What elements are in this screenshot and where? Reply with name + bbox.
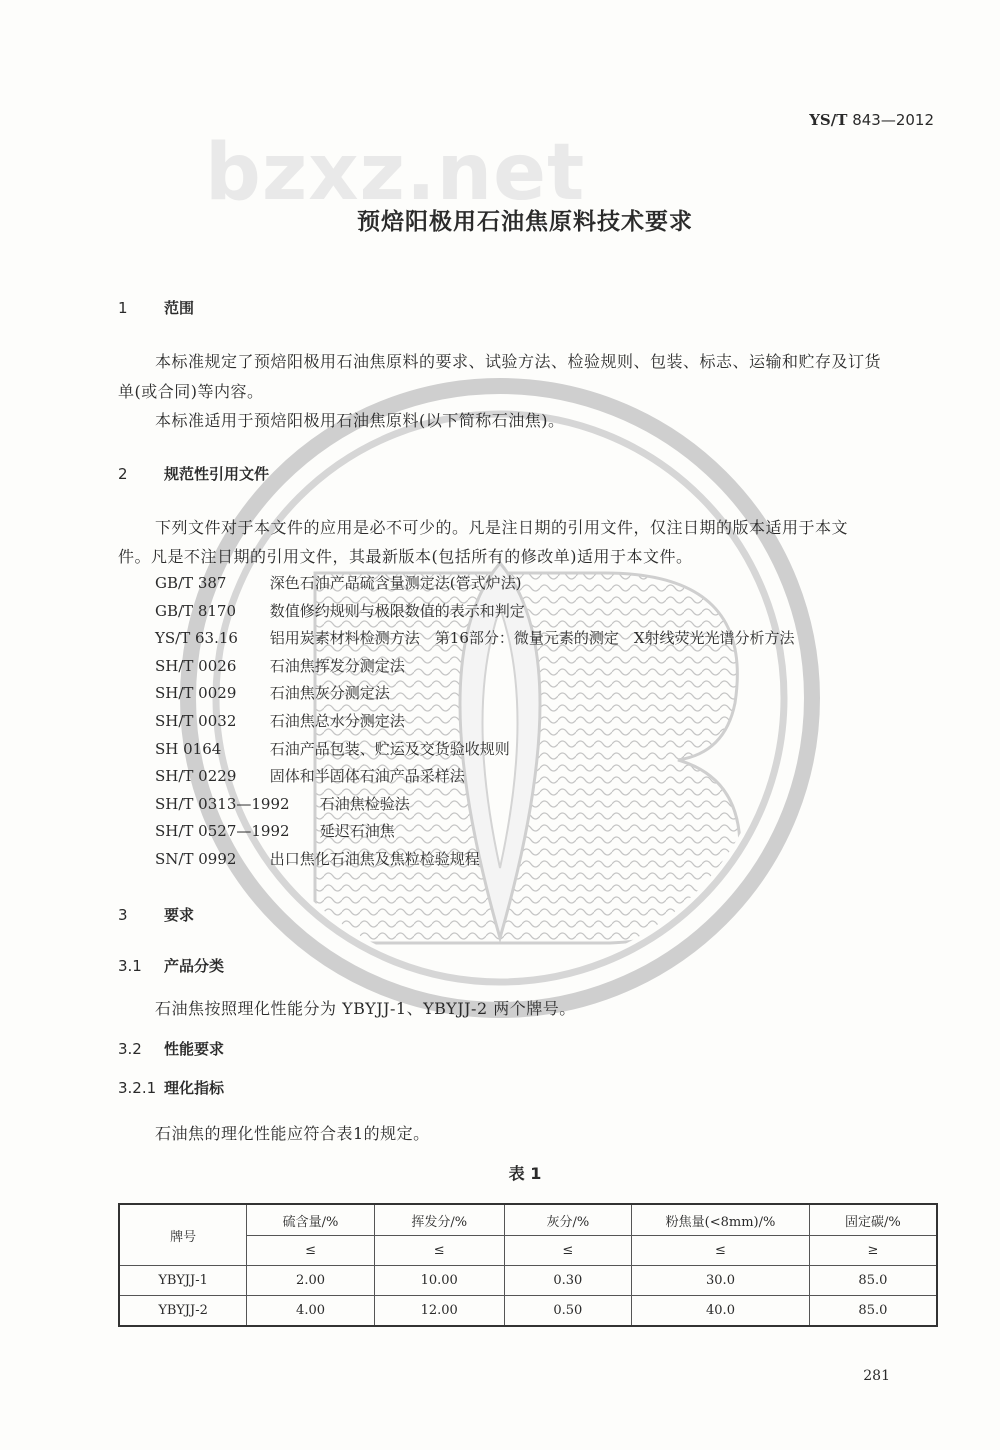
table-header-cell: 硫含量/%: [247, 1204, 375, 1236]
section-3-heading: 3 要求: [118, 906, 195, 924]
table-cell: 0.30: [504, 1266, 632, 1296]
table-header-cell: 灰分/%: [504, 1204, 632, 1236]
table-header-brand: 牌号: [119, 1204, 247, 1266]
section-3-2-1-heading: 3.2.1 理化指标: [118, 1079, 225, 1097]
table-row: [119, 1266, 937, 1296]
table-cell: 12.00: [374, 1296, 504, 1327]
page-number: 281: [863, 1368, 890, 1384]
section-2-paragraph-line-1: 下列文件对于本文件的应用是必不可少的。凡是注日期的引用文件，仅注日期的版本适用于本文: [155, 518, 849, 537]
section-3-1-heading: 3.1 产品分类: [118, 957, 225, 975]
reference-item: SH/T 0313—1992 石油焦检验法: [155, 795, 410, 813]
reference-item: GB/T 8170 数值修约规则与极限数值的表示和判定: [155, 602, 525, 620]
table-cell: 0.50: [504, 1296, 632, 1327]
section-1-paragraph-2: 本标准适用于预焙阳极用石油焦原料(以下简称石油焦)。: [155, 411, 565, 430]
table-cell-brand: YBYJJ-2: [119, 1296, 247, 1327]
table-cell: 2.00: [247, 1266, 375, 1296]
section-2-heading: 2 规范性引用文件: [118, 465, 270, 483]
reference-item: SH/T 0032 石油焦总水分测定法: [155, 712, 405, 730]
table-limit-cell: ≤: [247, 1236, 375, 1266]
reference-item: SH/T 0527—1992 延迟石油焦: [155, 822, 395, 840]
watermark-text: bzxz.net: [205, 128, 586, 218]
table-caption: 表 1: [508, 1164, 542, 1183]
table-limit-cell: ≤: [374, 1236, 504, 1266]
reference-item: GB/T 387 深色石油产品硫含量测定法(管式炉法): [155, 574, 522, 592]
table-cell: 4.00: [247, 1296, 375, 1327]
section-1-paragraph-1-line-1: 本标准规定了预焙阳极用石油焦原料的要求、试验方法、检验规则、包装、标志、运输和贮存及订货: [155, 352, 882, 371]
section-1-paragraph-1-line-2: 单(或合同)等内容。: [118, 382, 264, 401]
table-header-cell: 挥发分/%: [374, 1204, 504, 1236]
reference-item: SH/T 0229 固体和半固体石油产品采样法: [155, 767, 465, 785]
section-1-heading: 1 范围: [118, 299, 195, 317]
table-header-cell: 固定碳/%: [809, 1204, 937, 1236]
reference-item: SN/T 0992 出口焦化石油焦及焦粒检验规程: [155, 850, 480, 868]
reference-item: SH/T 0029 石油焦灰分测定法: [155, 684, 390, 702]
table-row: [119, 1296, 937, 1327]
standard-number: YS/T 843—2012: [809, 111, 934, 129]
reference-item: SH 0164 石油产品包装、贮运及交货验收规则: [155, 740, 510, 758]
section-3-2-1-paragraph: 石油焦的理化性能应符合表1的规定。: [155, 1124, 430, 1143]
table-cell-brand: YBYJJ-1: [119, 1266, 247, 1296]
reference-item: YS/T 63.16 铝用炭素材料检测方法 第16部分：微量元素的测定 X射线荧光光谱分析方法: [155, 629, 795, 647]
table-cell: 85.0: [809, 1296, 937, 1327]
table-limit-cell: ≤: [504, 1236, 632, 1266]
section-3-2-heading: 3.2 性能要求: [118, 1040, 225, 1058]
properties-table: [118, 1203, 938, 1327]
table-limit-cell: ≥: [809, 1236, 937, 1266]
table-cell: 40.0: [632, 1296, 810, 1327]
section-2-paragraph-line-2: 件。凡是不注日期的引用文件，其最新版本(包括所有的修改单)适用于本文件。: [118, 547, 693, 566]
reference-item: SH/T 0026 石油焦挥发分测定法: [155, 657, 405, 675]
table-header-row: [119, 1204, 937, 1236]
table-cell: 85.0: [809, 1266, 937, 1296]
table-cell: 10.00: [374, 1266, 504, 1296]
table-header-cell: 粉焦量(<8mm)/%: [632, 1204, 810, 1236]
table-cell: 30.0: [632, 1266, 810, 1296]
document-title: 预焙阳极用石油焦原料技术要求: [357, 209, 693, 235]
table-limit-cell: ≤: [632, 1236, 810, 1266]
section-3-1-paragraph: 石油焦按照理化性能分为 YBYJJ-1、YBYJJ-2 两个牌号。: [155, 999, 576, 1018]
